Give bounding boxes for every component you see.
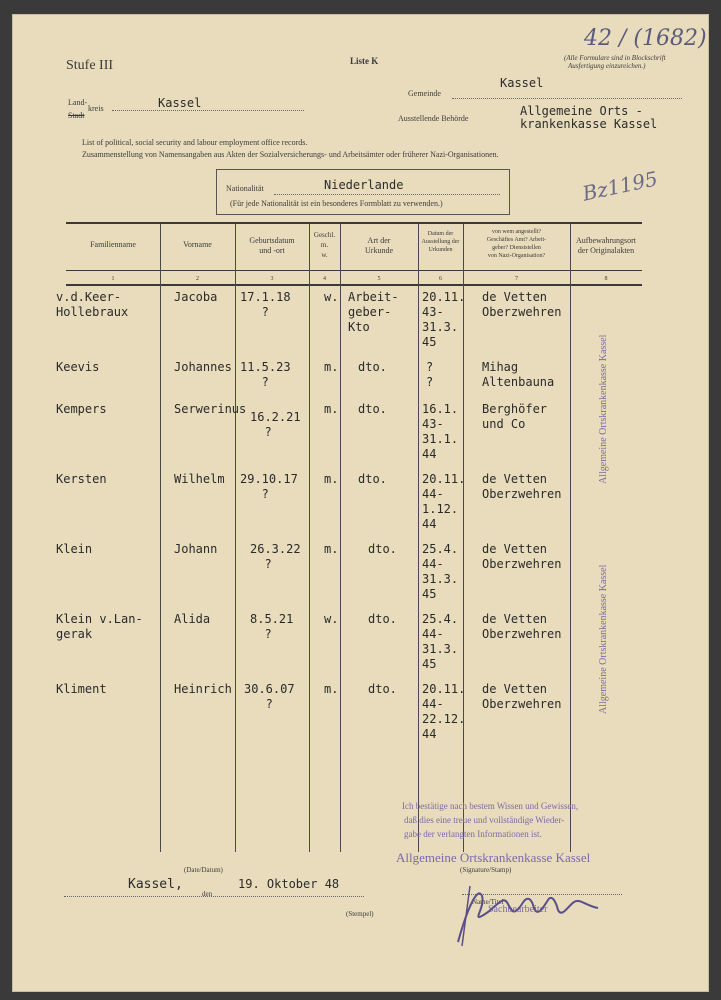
col-header-sex: Geschl. m. w. [313,231,336,259]
cell-firstname: Heinrich [174,682,232,696]
signature-scribble [448,866,608,948]
cell-employer: de Vetten Oberzwehren [482,542,562,571]
institution-stamp: Allgemeine Ortskrankenkasse Kassel [396,850,591,865]
cell-sex: m. [324,472,339,486]
cell-birth: 29.10.17 ? [240,472,298,501]
col-header-firstname: Vorname [183,240,212,249]
cell-firstname: Wilhelm [174,472,225,486]
col-header-date: Datum der Ausstellung der Urkunden [421,231,460,253]
col-header-doctype: Art der Urkunde [365,236,393,255]
cell-sex: m. [324,542,339,556]
certification-line-3: gabe der verlangten Informationen ist. [404,829,542,839]
cell-birth: 16.2.21 ? [250,410,301,439]
col-header-birth: Geburtsdatum und -ort [249,236,295,255]
cell-date: 25.4. 44- 31.3. 45 [422,542,459,601]
cell-doctype: dto. [368,612,397,626]
seal-label: (Stempel) [346,910,374,918]
col-header-archive: Aufbewahrungsort der Originalakten [576,236,636,255]
archive-number: 42 / (1682) [584,26,707,51]
cell-birth: 30.6.07 ? [244,682,295,711]
cell-firstname: Johannes [174,360,232,374]
cell-sex: m. [324,402,339,416]
cell-sex: w. [324,290,339,304]
list-label: Liste K [350,56,379,66]
cell-firstname: Johann [174,542,218,556]
place-value: Kassel, [128,877,183,892]
municipality-label: Gemeinde [408,89,441,98]
cell-birth: 26.3.22 ? [250,542,301,571]
notice-line-1: (Alle Formulare sind in Blockschrift [564,54,666,62]
cell-date: 20.11. 43- 31.3. 45 [422,290,466,349]
notice-line-2: Ausfertigung einzureichen.) [568,62,646,70]
cell-surname: Klein [56,542,93,556]
den-label: den [202,890,213,898]
cell-date: ? ? [426,360,434,389]
cell-surname: v.d.Keer- Hollebraux [56,290,129,319]
cell-firstname: Jacoba [174,290,218,304]
cell-birth: 17.1.18 ? [240,290,291,319]
certification-line-2: daß dies eine treue und vollständige Wieder- [404,815,565,825]
cell-employer: Berghöfer und Co [482,402,548,431]
cell-employer: de Vetten Oberzwehren [482,472,562,501]
official-title: Sachbearbeiter [488,904,548,915]
cell-employer: de Vetten Oberzwehren [482,290,562,319]
cell-firstname: Serwerinus [174,402,247,416]
cell-employer: Mihag Altenbauna [482,360,555,389]
cell-birth: 8.5.21 ? [250,612,294,641]
cell-surname: Klein v.Lan- gerak [56,612,143,641]
issuing-authority-line-2: krankenkasse Kassel [520,117,658,131]
stage-label: Stufe III [66,58,114,73]
cell-employer: de Vetten Oberzwehren [482,612,562,641]
certification-line-1: Ich bestätige nach bestem Wissen und Gewissen, [402,801,579,811]
cell-surname: Kersten [56,472,107,486]
cell-birth: 11.5.23 ? [240,360,291,389]
date-value: 19. Oktober 48 [238,877,340,891]
cell-date: 20.11. 44- 22.12. 44 [422,682,466,741]
signature-label: (Signature/Stamp) [460,866,512,874]
side-stamp-1: Allgemeine Ortskrankenkasse Kassel [598,334,609,484]
nationality-note: (Für jede Nationalität ist ein besonderes Formblatt zu verwenden.) [230,199,443,208]
col-header-employer: von wem angestellt? Geschäftes Amt? Arbeit- geber? Dienststellen von Nazi-Organisation? [486,229,547,259]
cell-date: 25.4. 44- 31.3. 45 [422,612,459,671]
english-description: List of political, social security and labour employment office records. [82,138,308,147]
handwritten-note: Bz1195 [580,166,660,206]
cell-doctype: dto. [368,542,397,556]
cell-doctype: dto. [368,682,397,696]
issuing-authority-line-1: Allgemeine Orts - [520,104,643,118]
cell-sex: m. [324,360,339,374]
col-header-surname: Familienname [90,240,136,249]
cell-doctype: Arbeit- geber- Kto [348,290,399,334]
district-value: Kassel [158,96,202,110]
cell-firstname: Alida [174,612,211,626]
cell-surname: Kempers [56,402,107,416]
date-place-label: (Date/Datum) [184,866,223,874]
cell-employer: de Vetten Oberzwehren [482,682,562,711]
cell-surname: Keevis [56,360,100,374]
nationality-label: Nationalität [226,184,264,193]
side-stamp-2: Allgemeine Ortskrankenkasse Kassel [598,564,609,714]
cell-surname: Kliment [56,682,107,696]
district-label-kreis: kreis [88,104,104,113]
cell-doctype: dto. [358,360,387,374]
cell-doctype: dto. [358,402,387,416]
name-label: Name/Titel [472,898,504,906]
cell-sex: m. [324,682,339,696]
municipality-value: Kassel [500,76,544,90]
district-label-land: Land- [68,98,88,107]
cell-doctype: dto. [358,472,387,486]
german-description: Zusammenstellung von Namensangaben aus Akten der Sozialversicherungs- und Arbeitsämter oder früherer Nazi-Organisationen. [82,150,499,159]
cell-date: 20.11. 44- 1.12. 44 [422,472,466,531]
nationality-value: Niederlande [324,178,404,192]
document-page: Stufe III Liste K 42 / (1682) (Alle Formulare sind in Blockschrift Ausfertigung einzureichen.) Gemeinde Kassel Land- kreis Stadt Kassel Ausstellende Behörde Allgemeine Orts - krankenkasse Kassel List of political, social security and labour employment office records. Zusammenstellung von Namensangaben aus Akten der Sozialversicherungs- und Arbeitsämter oder früherer Nazi-Organisationen. Nationalität Niederlande (Für jede Nationalität ist ein besonderes Formblatt zu verwenden.) Bz1195 Familienname Vorname Geburtsdatum und -ort Geschl. m. w. Art der Urkunde Datum der Ausstellung der Urkunden von wem angestellt? Geschäftes Amt? Arbeit- geber? Dienststellen von Nazi-Organisation? Aufbewahrungsort der Originalakten 1 2 3 4 5 6 7 8 v.d.Keer- Hollebraux Jacoba 17.1.18 ? w. Arbeit- geber- Kto 20.11. 43- 31.3. 45 de Vetten Oberzwehren Keevis Johannes 11.5.23 ? m. dto. ? ? Mihag Altenbauna Kempers Serwerinus 16.2.21 ? m. dto. 16.1. 43- 31.1. 44 Berghöfer und Co Kersten Wilhelm 29.10.17 ? m. dto. 20.11. 44- 1.12. 44 de Vetten Oberzwehren Klein Johann 26.3.22 ? m. dto. 25.4. 44- 31.3. 45 de Vetten Oberzwehren Klein v.Lan- gerak Alida 8.5.21 ? w. dto. 25.4. 44- 31.3. 45 de Vetten Oberzwehren Kliment Heinrich 30.6.07 ? m. dto. 20.11. 44- 22.12. 44 de Vetten Oberzwehren Allgemeine Ortskrankenkasse Kassel Allgemeine Ortskrankenkasse Kassel Ich bestätige nach bestem Wissen und Gewissen, daß dies eine treue und vollständige Wieder- gabe der verlangten Informationen ist. Allgemeine Ortskrankenkasse Kassel (Date/Datum) Kassel, den 19. Oktober 48 (Stempel) (Signature/Stamp) Name/Titel Sachbearbeiter [12,14,709,992]
district-label-stadt: Stadt [68,111,85,120]
cell-date: 16.1. 43- 31.1. 44 [422,402,459,461]
issuing-authority-label: Ausstellende Behörde [398,114,469,123]
cell-sex: w. [324,612,339,626]
